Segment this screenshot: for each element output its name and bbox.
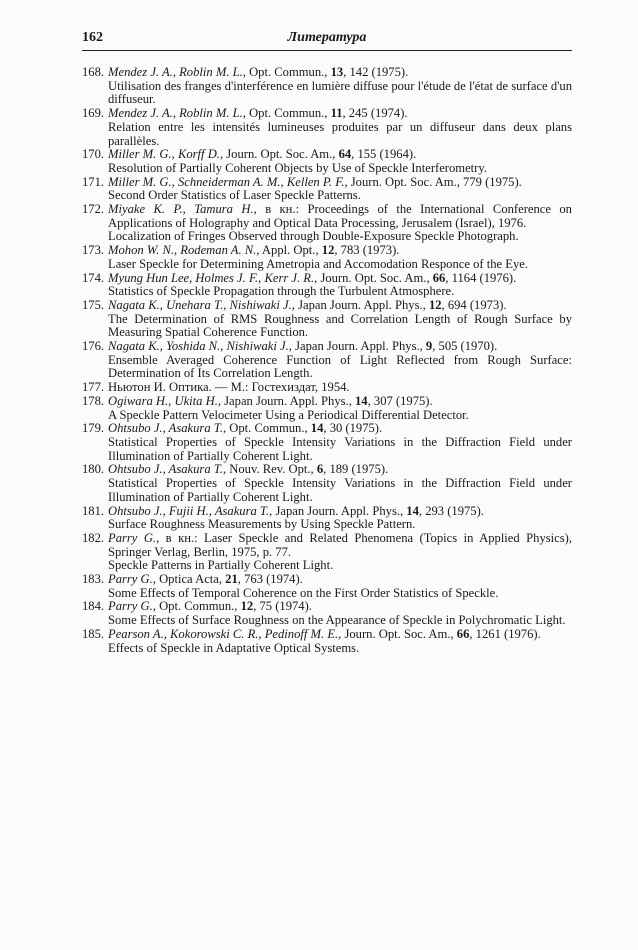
reference-title: Relation entre les intensités lumineuses produites par un diffuseur dans deux plans parallèles.	[108, 119, 572, 148]
reference-number: 177.	[82, 380, 105, 395]
reference-source-tail: , 30 (1975).	[323, 421, 383, 436]
reference-item	[82, 532, 572, 573]
reference-title: Laser Speckle for Determining Ametropia and Accomodation Responce of the Eye.	[108, 256, 529, 271]
reference-number: 176.	[82, 339, 105, 354]
reference-authors: Nagata K., Unehara T., Nishiwaki J.	[108, 297, 292, 312]
reference-authors: Parry G.	[108, 599, 153, 614]
reference-item	[82, 107, 572, 148]
reference-authors: Mohon W. N., Rodeman A. N.	[108, 243, 257, 258]
reference-item	[82, 176, 572, 203]
reference-volume: 11	[330, 106, 343, 121]
reference-source-tail: , 694 (1973).	[441, 297, 507, 312]
reference-number: 168.	[82, 65, 105, 79]
reference-title: Statistical Properties of Speckle Intensity Variations in the Diffraction Field under Illumination of Partially Coherent Light.	[108, 434, 572, 463]
reference-title: Localization of Fringes Observed through Double-Exposure Speckle Photograph.	[108, 229, 519, 244]
reference-source-tail: , 245 (1974).	[342, 106, 408, 121]
reference-citation	[108, 272, 572, 286]
reference-volume: 66	[456, 626, 470, 641]
reference-source: , Journ. Opt. Soc. Am.,	[338, 626, 457, 641]
reference-volume: 9	[425, 339, 433, 354]
reference-authors: Ohtsubo J., Fujii H., Asakura T.	[108, 503, 270, 518]
reference-authors: Ogiwara H., Ukita H.	[108, 393, 218, 408]
reference-item	[82, 299, 572, 340]
reference-authors: Mendez J. A., Roblin M. L.	[108, 65, 243, 79]
reference-authors: Miller M. G., Korff D.	[108, 147, 220, 162]
reference-title: Utilisation des franges d'interférence en lumière diffuse pour l'étude de l'état de surface d'un diffuseur.	[108, 78, 572, 107]
reference-citation	[108, 244, 572, 258]
reference-source-tail: , 142 (1975).	[343, 65, 409, 79]
reference-source-tail: , 1164 (1976).	[445, 270, 517, 285]
reference-authors: Miller M. G., Schneiderman A. M., Kellen P. F.	[108, 174, 345, 189]
reference-title: Surface Roughness Measurements by Using Speckle Pattern.	[108, 517, 416, 532]
reference-citation	[108, 600, 572, 614]
reference-citation	[108, 340, 572, 354]
reference-number: 179.	[82, 421, 105, 436]
reference-title: Statistical Properties of Speckle Intensity Variations in the Diffraction Field under Illumination of Partially Coherent Light.	[108, 476, 572, 504]
reference-title: Some Effects of Temporal Coherence on the First Order Statistics of Speckle.	[108, 585, 499, 600]
reference-citation	[108, 107, 572, 121]
reference-item	[82, 244, 572, 271]
reference-volume: 66	[432, 270, 446, 285]
page-number: 162	[82, 30, 103, 45]
reference-number: 175.	[82, 297, 105, 312]
reference-source: , Optica Acta,	[152, 572, 226, 587]
reference-authors: Parry G.	[108, 572, 153, 587]
reference-source: , Japan Journ. Appl. Phys.,	[288, 339, 426, 354]
reference-source-tail: , 189 (1975).	[323, 462, 389, 477]
reference-source: Ньютон И. Оптика. — М.: Гостехиздат, 1954.	[108, 380, 350, 395]
reference-source: , Opt. Commun.,	[242, 65, 331, 79]
reference-source-tail: , 75 (1974).	[253, 599, 312, 614]
reference-item	[82, 148, 572, 175]
reference-number: 185.	[82, 626, 105, 641]
reference-citation	[108, 573, 572, 587]
reference-title: Statistics of Speckle Propagation through the Turbulent Atmosphere.	[108, 284, 455, 299]
reference-number: 171.	[82, 174, 105, 189]
reference-item	[82, 395, 572, 422]
reference-item	[82, 505, 572, 532]
reference-source-tail: , 155 (1964).	[351, 147, 417, 162]
reference-source: , Japan Journ. Appl. Phys.,	[217, 393, 355, 408]
reference-authors: Ohtsubo J., Asakura T.	[108, 421, 223, 436]
reference-citation	[108, 381, 572, 395]
reference-number: 183.	[82, 572, 105, 587]
reference-source: , Journ. Opt. Soc. Am.,	[219, 147, 339, 162]
reference-citation	[108, 505, 572, 519]
reference-source: , Opt. Commun.,	[222, 421, 311, 436]
reference-title: Speckle Patterns in Partially Coherent Light.	[108, 558, 334, 573]
running-title: Литература	[287, 30, 367, 45]
reference-citation	[108, 422, 572, 436]
reference-source: , Japan Journ. Appl. Phys.,	[291, 297, 429, 312]
reference-title: Ensemble Averaged Coherence Function of Light Reflected from Rough Surface: Determination of Its Correlation Length.	[108, 352, 572, 381]
reference-source: , Nouv. Rev. Opt.,	[222, 462, 317, 477]
reference-volume: 14	[406, 503, 419, 518]
page-header	[82, 30, 572, 51]
reference-volume: 64	[338, 147, 352, 162]
reference-title: Some Effects of Surface Roughness on the Appearance of Speckle in Polychromatic Light.	[108, 613, 566, 628]
reference-item	[82, 573, 572, 600]
reference-authors: Myung Hun Lee, Holmes J. F., Kerr J. R.	[108, 270, 315, 285]
reference-item	[82, 340, 572, 381]
reference-volume: 13	[330, 65, 344, 79]
reference-number: 169.	[82, 106, 105, 121]
reference-citation	[108, 148, 572, 162]
reference-authors: Ohtsubo J., Asakura T.	[108, 462, 223, 477]
reference-source: , Journ. Opt. Soc. Am.,	[314, 270, 433, 285]
reference-source: , Journ. Opt. Soc. Am., 779 (1975).	[344, 174, 522, 189]
reference-item	[82, 66, 572, 107]
reference-item	[82, 422, 572, 463]
reference-authors: Miyake K. P., Tamura H.	[108, 202, 254, 217]
reference-citation	[108, 463, 572, 477]
reference-authors: Parry G.	[108, 530, 157, 545]
reference-citation	[108, 395, 572, 409]
reference-source-tail: , 293 (1975).	[418, 503, 484, 518]
reference-volume: 12	[321, 243, 335, 258]
reference-source-tail: , 1261 (1976).	[469, 626, 541, 641]
reference-number: 182.	[82, 530, 105, 545]
reference-citation	[108, 299, 572, 313]
reference-source-tail: , 307 (1975).	[367, 393, 433, 408]
reference-list	[82, 66, 572, 655]
reference-volume: 12	[240, 599, 254, 614]
reference-source: , Opt. Commun.,	[242, 106, 331, 121]
reference-volume: 14	[310, 421, 324, 436]
reference-item	[82, 203, 572, 244]
reference-authors: Nagata K., Yoshida N., Nishiwaki J.	[108, 339, 289, 354]
reference-source: , в кн.: Proceedings of the International Conference on Applications of Holography and Optical Data Processing, Jerusalem (Israel), 1976.	[108, 202, 572, 230]
reference-volume: 12	[428, 297, 442, 312]
reference-number: 172.	[82, 202, 105, 217]
reference-volume: 14	[355, 393, 368, 408]
reference-title: Resolution of Partially Coherent Objects by Use of Speckle Interferometry.	[108, 160, 487, 175]
reference-authors: Pearson A., Kokorowski C. R., Pedinoff M. E.	[108, 626, 339, 641]
reference-title: Effects of Speckle in Adaptative Optical Systems.	[108, 640, 360, 655]
reference-number: 184.	[82, 599, 105, 614]
reference-item	[82, 600, 572, 627]
reference-title: The Determination of RMS Roughness and Correlation Length of Rough Surface by Measuring Spatial Coherence Function.	[108, 311, 572, 340]
reference-number: 173.	[82, 243, 105, 258]
reference-source: , в кн.: Laser Speckle and Related Phenomena (Topics in Applied Physics), Springer Verlag, Berlin, 1975, p. 77.	[108, 530, 572, 559]
reference-citation	[108, 628, 572, 642]
reference-volume: 6	[316, 462, 324, 477]
reference-source: , Appl. Opt.,	[256, 243, 322, 258]
reference-number: 180.	[82, 462, 105, 477]
reference-number: 181.	[82, 503, 105, 518]
reference-item	[82, 628, 572, 655]
reference-item	[82, 381, 572, 395]
reference-number: 174.	[82, 270, 105, 285]
reference-title: Second Order Statistics of Laser Speckle Patterns.	[108, 188, 361, 203]
reference-source-tail: , 505 (1970).	[432, 339, 498, 354]
reference-source-tail: , 763 (1974).	[237, 572, 303, 587]
reference-source: , Japan Journ. Appl. Phys.,	[269, 503, 407, 518]
reference-item	[82, 463, 572, 504]
reference-volume: 21	[225, 572, 238, 587]
reference-authors: Mendez J. A., Roblin M. L.	[108, 106, 243, 121]
reference-citation	[108, 203, 572, 230]
reference-citation	[108, 66, 572, 80]
reference-citation	[108, 176, 572, 190]
reference-source-tail: , 783 (1973).	[334, 243, 400, 258]
reference-source: , Opt. Commun.,	[152, 599, 241, 614]
reference-number: 178.	[82, 393, 105, 408]
reference-number: 170.	[82, 147, 105, 162]
reference-item	[82, 272, 572, 299]
reference-citation	[108, 532, 572, 559]
reference-title: A Speckle Pattern Velocimeter Using a Periodical Differential Detector.	[108, 407, 469, 422]
